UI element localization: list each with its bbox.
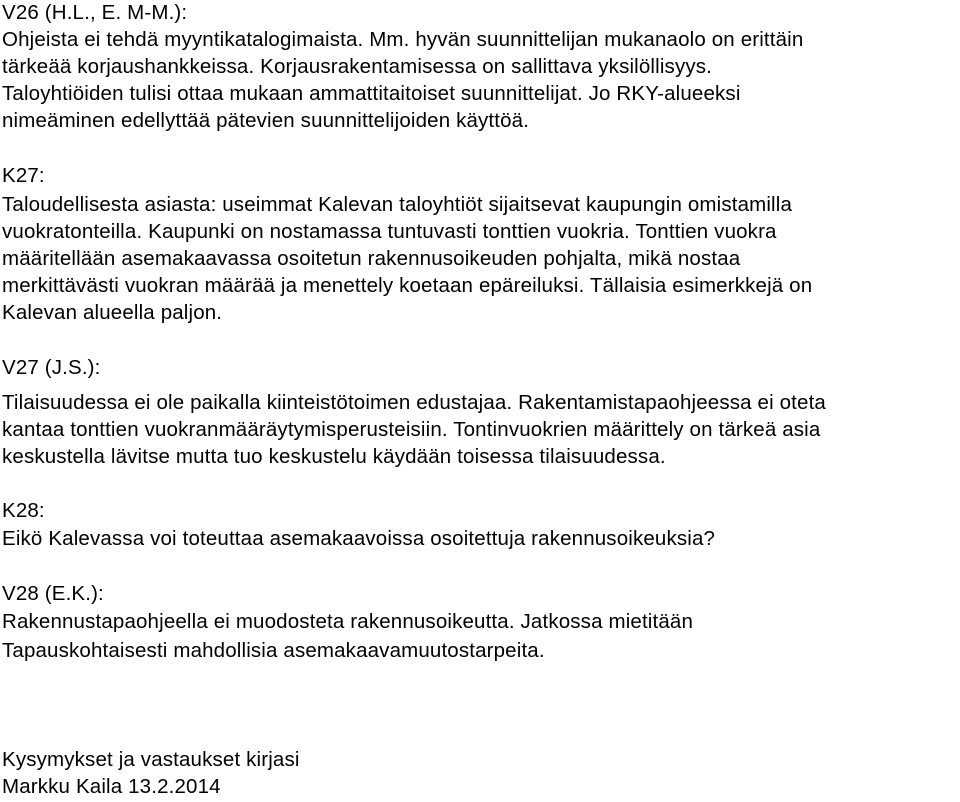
paragraph-line: keskustella lävitse mutta tuo keskustelu käydään toisessa tilaisuudessa. xyxy=(2,445,666,468)
paragraph-line: vuokratonteilla. Kaupunki on nostamassa tuntuvasti tonttien vuokria. Tonttien vuokra xyxy=(2,220,777,243)
paragraph-line: Ohjeista ei tehdä myyntikatalogimaista. Mm. hyvän suunnittelijan mukanaolo on erittäin xyxy=(2,28,804,51)
signature-name-date: Markku Kaila 13.2.2014 xyxy=(2,775,221,798)
paragraph-line: määritellään asemakaavassa osoitetun rakennusoikeuden pohjalta, mikä nostaa xyxy=(2,247,741,270)
signature-line: Kysymykset ja vastaukset kirjasi xyxy=(2,748,300,771)
paragraph-line: Eikö Kalevassa voi toteuttaa asemakaavoissa osoitettuja rakennusoikeuksia? xyxy=(2,527,716,550)
paragraph-line: Tapauskohtaisesti mahdollisia asemakaavamuutostarpeita. xyxy=(2,639,545,662)
block-heading: V27 (J.S.): xyxy=(2,356,101,379)
block-heading: V26 (H.L., E. M-M.): xyxy=(2,1,188,24)
block-heading: K28: xyxy=(2,499,45,522)
paragraph-line: kantaa tonttien vuokranmääräytymisperusteisiin. Tontinvuokrien määrittely on tärkeä asia xyxy=(2,418,821,441)
paragraph-line: tärkeää korjaushankkeissa. Korjausrakentamisessa on sallittava yksilöllisyys. xyxy=(2,55,712,78)
block-heading: K27: xyxy=(2,164,45,187)
paragraph-line: Taloudellisesta asiasta: useimmat Kalevan taloyhtiöt sijaitsevat kaupungin omistamilla xyxy=(2,193,793,216)
paragraph-line: nimeäminen edellyttää pätevien suunnittelijoiden käyttöä. xyxy=(2,109,530,132)
paragraph-line: Rakennustapaohjeella ei muodosteta rakennusoikeutta. Jatkossa mietitään xyxy=(2,610,693,633)
paragraph-line: Kalevan alueella paljon. xyxy=(2,301,223,324)
paragraph-line: Taloyhtiöiden tulisi ottaa mukaan ammattitaitoiset suunnittelijat. Jo RKY-alueeksi xyxy=(2,82,741,105)
paragraph-line: merkittävästi vuokran määrää ja menettely koetaan epäreiluksi. Tällaisia esimerkkejä on xyxy=(2,274,813,297)
block-heading: V28 (E.K.): xyxy=(2,582,104,605)
paragraph-line: Tilaisuudessa ei ole paikalla kiinteistötoimen edustajaa. Rakentamistapaohjeessa ei oteta xyxy=(2,391,826,414)
